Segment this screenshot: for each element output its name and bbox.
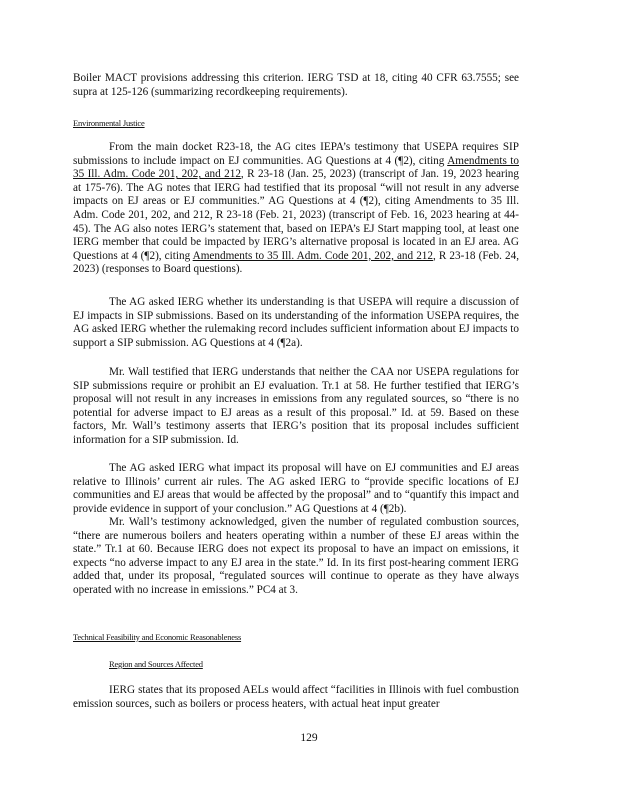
paragraph-2-text-c: , R 23-18 (Feb. 24, 2023) (responses to Board questions). (73, 249, 519, 276)
heading-region-sources-affected: Region and Sources Affected (109, 659, 203, 669)
paragraph-ag-cites-iepa (73, 141, 519, 277)
paragraph-2-text-a: From the main docket R23-18, the AG cites IEPA’s testimony that USEPA requires SIP submissions to include impact on EJ communities. AG Questions at 4 (¶2), citing (73, 141, 519, 167)
paragraph-wall-acknowledged: Mr. Wall’s testimony acknowledged, given the number of regulated combustion sources, “there are numerous boilers and heaters operating within a number of these EJ areas within the state.” Tr.1 at 60. Because IERG does not expect its proposal to have an impact on emissions, it expects “no adverse impact to any EJ area in the state.” Id. In its first post-hearing comment IERG added that, under its proposal, “regulated sources will continue to operate as they have always operated with no increase in emissions.” PC4 at 3. (73, 516, 519, 596)
heading-technical-feasibility: Technical Feasibility and Economic Reasonableness (73, 632, 242, 642)
page-number: 129 (300, 732, 318, 744)
paragraph-ag-asked-impact: The AG asked IERG what impact its proposal will have on EJ communities and EJ areas relative to Illinois’ current air rules. The AG asked IERG to “provide specific locations of EJ communities and EJ areas that would be affected by the proposal” and to “quantify this impact and provide evidence in support of your conclusion.” AG Questions at 4 (¶2b). (73, 462, 519, 515)
citation-amendments-link-2: Amendments to 35 Ill. Adm. Code 201, 202, and 212 (192, 249, 433, 262)
paragraph-wall-testified: Mr. Wall testified that IERG understands that neither the CAA nor USEPA regulations for SIP submissions require or prohibit an EJ evaluation. Tr.1 at 58. He further testified that IERG’s proposal will not result in any increases in emissions from any regulated sources, so “there is no potential for adverse impact to EJ areas as a result of this proposal.” Id. at 59. Based on these factors, Mr. Wall’s testimony asserts that IERG’s position that its proposal includes sufficient information for a SIP submission. Id. (73, 366, 519, 446)
paragraph-ierg-states-aels: IERG states that its proposed AELs would affect “facilities in Illinois with fuel combustion emission sources, such as boilers or process heaters, with actual heat input greater (73, 684, 519, 710)
paragraph-2-text-b: , R 23-18 (Jan. 25, 2023) (transcript of Jan. 19, 2023 hearing at 175-76). The AG notes that IERG had testified that its proposal “will not result in any adverse impacts on EJ areas or EJ communities.” AG Questions at 4 (¶2), citing Amendments to 35 Ill. Adm. Code 201, 202, and 212, R 23-18 (Feb. 21, 2023) (transcript of Feb. 16, 2023 hearing at 44-45). The AG also notes IERG’s statement that, based on IEPA’s EJ Start mapping tool, at least one IERG member that could be impacted by IERG’s alternative proposal is located in an EJ area. AG Questions at 4 (¶2), citing (73, 168, 519, 262)
heading-environmental-justice: Environmental Justice (73, 118, 145, 128)
citation-amendments-link-1: Amendments to 35 Ill. Adm. Code 201, 202, and 212 (73, 154, 519, 181)
paragraph-boiler-mact: Boiler MACT provisions addressing this criterion. IERG TSD at 18, citing 40 CFR 63.7555; see supra at 125-126 (summarizing recordkeeping requirements). (73, 72, 519, 98)
paragraph-ag-asked-understanding: The AG asked IERG whether its understanding is that USEPA will require a discussion of EJ impacts in SIP submissions. Based on its understanding of the information USEPA requires, the AG asked IERG whether the rulemaking record includes sufficient information about EJ impacts to support a SIP submission. AG Questions at 4 (¶2a). (73, 296, 519, 349)
